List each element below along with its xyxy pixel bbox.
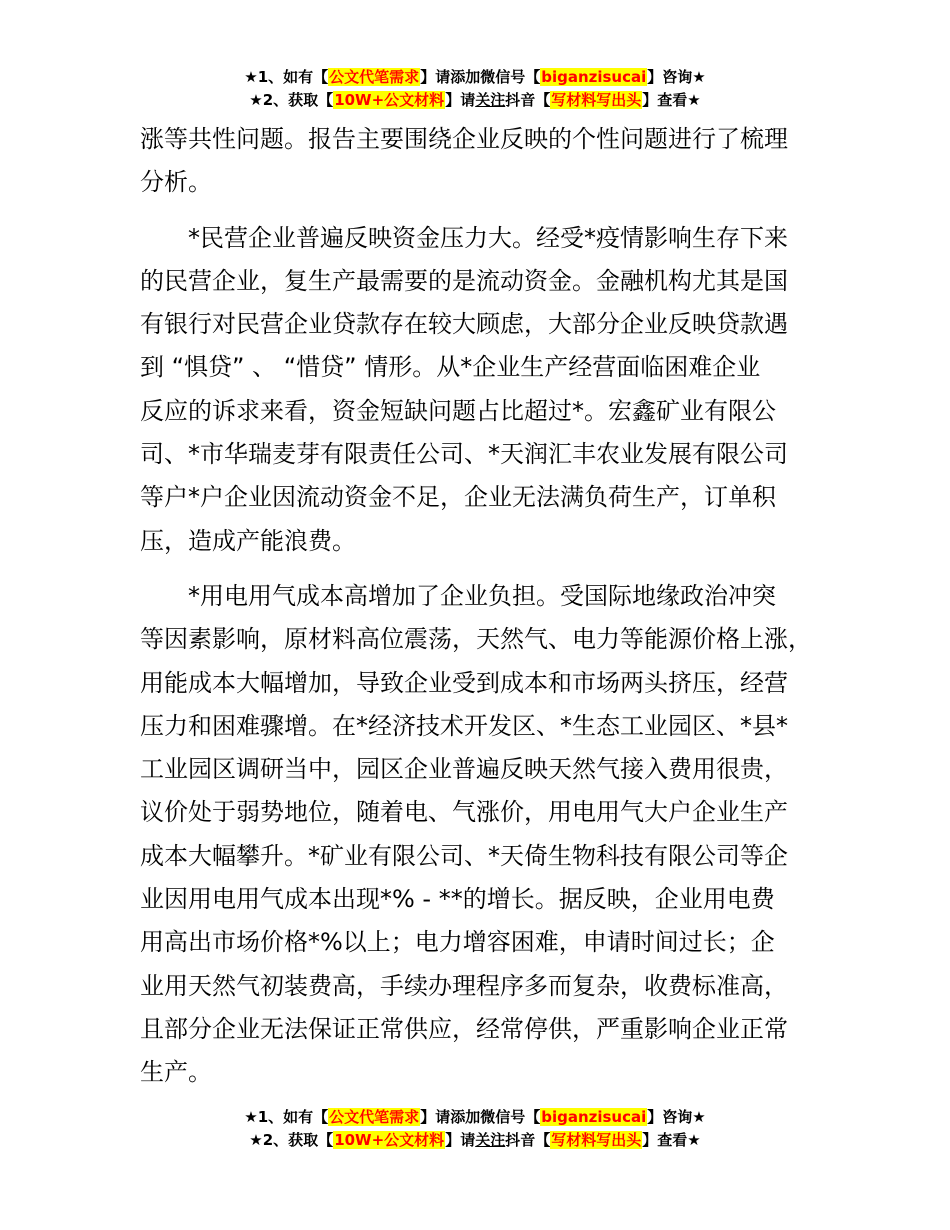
banner-text: 抖音【: [505, 91, 551, 109]
text-line: 到 “惧贷” 、 “惜贷” 情形。从*企业生产经营面临困难企业: [140, 353, 761, 382]
banner-line-1: [0, 1106, 950, 1129]
text-line: 用能成本大幅增加，导致企业受到成本和市场两头挤压，经营: [140, 668, 788, 697]
highlight-douyin: 写材料写出头: [551, 1131, 642, 1149]
banner-text: 】请添加微信号【: [420, 1108, 541, 1126]
banner-line-2: [0, 1129, 950, 1152]
header-banner: [0, 66, 950, 112]
text-line: 涨等共性问题。报告主要围绕企业反映的个性问题进行了梳理: [140, 125, 788, 153]
paragraph-energy-costs: [140, 575, 820, 1095]
banner-text: ★1、如有【: [244, 1108, 329, 1126]
text-line: 业因用电用气成本出现*% - **的增长。据反映，企业用电费: [140, 885, 775, 914]
text-line: *用电用气成本高增加了企业负担。受国际地缘政治冲突: [188, 581, 776, 610]
highlight-wechat-id: biganzisucai: [541, 68, 647, 86]
banner-text: 抖音【: [505, 1131, 551, 1149]
paragraph-funding-pressure: [140, 217, 820, 563]
banner-line-2: [0, 89, 950, 112]
underline-follow: 关注: [475, 91, 506, 109]
text-line: 生产。: [140, 1058, 212, 1087]
banner-text: 】查看★: [642, 1131, 701, 1149]
text-line: 有银行对民营企业贷款存在较大顾虑，大部分企业反映贷款遇: [140, 310, 788, 339]
banner-text: 】请添加微信号【: [420, 68, 541, 86]
banner-text: 】咨询★: [647, 68, 706, 86]
banner-text: 】咨询★: [647, 1108, 706, 1126]
highlight-service: 公文代笔需求: [329, 1108, 420, 1126]
document-body: [140, 118, 820, 1095]
banner-text: 】请: [445, 1131, 476, 1149]
text-line: 分析。: [140, 168, 212, 197]
banner-text: ★1、如有【: [244, 68, 329, 86]
text-line: 议价处于弱势地位，随着电、气涨价，用电用气大户企业生产: [140, 798, 788, 827]
banner-text: ★2、获取【: [249, 1131, 334, 1149]
text-line: 压，造成产能浪费。: [140, 526, 356, 555]
highlight-materials: 10W+公文材料: [334, 91, 445, 109]
footer-banner: [0, 1106, 950, 1152]
banner-text: 】查看★: [642, 91, 701, 109]
text-line: 工业园区调研当中，园区企业普遍反映天然气接入费用很贵，: [140, 755, 788, 784]
text-line: 成本大幅攀升。*矿业有限公司、*天倚生物科技有限公司等企: [140, 841, 788, 870]
text-line: 用高出市场价格*%以上；电力增容困难，申请时间过长；企: [140, 928, 775, 957]
banner-text: 】请: [445, 91, 476, 109]
paragraph-continued: [140, 118, 820, 205]
text-line: 业用天然气初装费高，手续办理程序多而复杂，收费标准高，: [140, 971, 788, 1000]
text-line: 且部分企业无法保证正常供应，经常停供，严重影响企业正常: [140, 1014, 788, 1043]
highlight-wechat-id: biganzisucai: [541, 1108, 647, 1126]
highlight-materials: 10W+公文材料: [334, 1131, 445, 1149]
text-line: 压力和困难骤增。在*经济技术开发区、*生态工业园区、*县*: [140, 711, 788, 740]
highlight-douyin: 写材料写出头: [551, 91, 642, 109]
text-line: *民营企业普遍反映资金压力大。经受*疫情影响生存下来: [188, 223, 788, 252]
text-line: 司、*市华瑞麦芽有限责任公司、*天润汇丰农业发展有限公司: [140, 440, 788, 469]
text-line: 的民营企业，复生产最需要的是流动资金。金融机构尤其是国: [140, 266, 788, 295]
highlight-service: 公文代笔需求: [329, 68, 420, 86]
banner-text: ★2、获取【: [249, 91, 334, 109]
text-line: 等户*户企业因流动资金不足，企业无法满负荷生产，订单积: [140, 483, 776, 512]
banner-line-1: [0, 66, 950, 89]
underline-follow: 关注: [475, 1131, 506, 1149]
text-line: 反应的诉求来看，资金短缺问题占比超过*。宏鑫矿业有限公: [140, 396, 776, 425]
text-line: 等因素影响，原材料高位震荡，天然气、电力等能源价格上涨，: [140, 625, 812, 654]
